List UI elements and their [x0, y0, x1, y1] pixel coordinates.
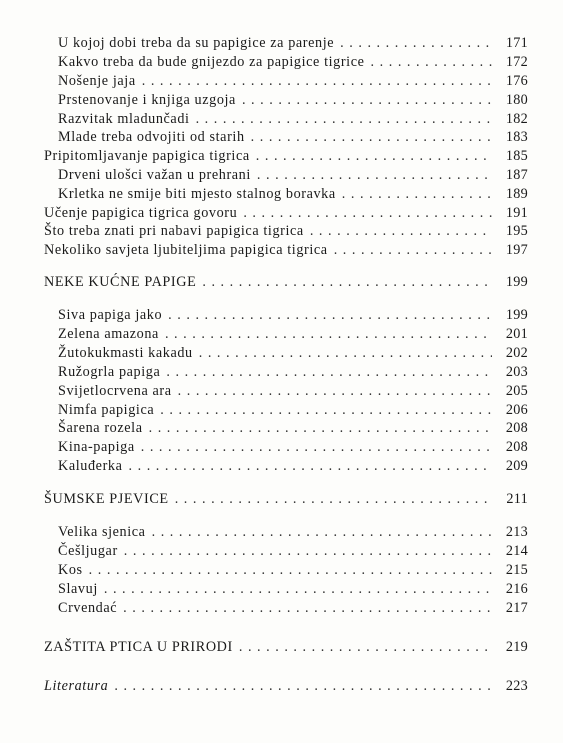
toc-entry[interactable]	[44, 490, 528, 508]
toc-entry[interactable]	[58, 185, 528, 203]
toc-entry-page: 217	[505, 600, 528, 616]
toc-entry-page: 219	[505, 639, 528, 655]
dot-leader	[371, 53, 492, 71]
toc-entry[interactable]	[58, 382, 528, 400]
toc-entry[interactable]	[44, 241, 528, 259]
dot-leader	[165, 325, 492, 343]
toc-entry[interactable]	[58, 363, 528, 381]
dot-leader	[152, 523, 492, 541]
toc-entry-page: 206	[505, 402, 528, 418]
toc-entry-title: Literatura	[44, 678, 109, 694]
toc-entry-page: 208	[505, 439, 528, 455]
dot-leader	[340, 34, 492, 52]
toc-entry-page: 185	[505, 148, 528, 164]
toc-entry-page: 171	[505, 35, 528, 51]
toc-entry-page: 199	[505, 274, 528, 290]
toc-entry[interactable]	[58, 419, 528, 437]
toc-entry[interactable]	[58, 53, 528, 71]
toc-entry-page: 223	[505, 678, 528, 694]
toc-entry-title: Što treba znati pri nabavi papigica tigrica	[44, 223, 304, 239]
dot-leader	[114, 677, 492, 695]
dot-leader	[142, 72, 492, 90]
dot-leader	[166, 363, 492, 381]
toc-entry[interactable]	[58, 34, 528, 52]
toc-entry-title: Kos	[58, 562, 83, 578]
toc-entry-title: Nekoliko savjeta ljubiteljima papigica tigrica	[44, 242, 328, 258]
toc-entry[interactable]	[44, 222, 528, 240]
toc-entry[interactable]	[44, 638, 528, 656]
toc-entry-page: 216	[505, 581, 528, 597]
toc-entry[interactable]	[58, 128, 528, 146]
dot-leader	[160, 401, 492, 419]
toc-entry-page: 183	[505, 129, 528, 145]
toc-entry[interactable]	[58, 438, 528, 456]
dot-leader	[196, 110, 492, 128]
toc-entry-title: Mlade treba odvojiti od starih	[58, 129, 245, 145]
toc-entry-title: Učenje papigica tigrica govoru	[44, 205, 238, 221]
toc-entry-title: Slavuj	[58, 581, 98, 597]
dot-leader	[256, 147, 492, 165]
toc-entry[interactable]	[58, 344, 528, 362]
toc-entry[interactable]	[58, 166, 528, 184]
toc-entry[interactable]	[58, 401, 528, 419]
toc-entry[interactable]	[58, 325, 528, 343]
toc-entry-page: 199	[505, 307, 528, 323]
toc-entry-title: Ružogrla papiga	[58, 364, 161, 380]
toc-entry-title: Kina-papiga	[58, 439, 135, 455]
toc-entry-title: Velika sjenica	[58, 524, 146, 540]
toc-entry-title: Drveni ulošci važan u prehrani	[58, 167, 251, 183]
toc-entry[interactable]	[58, 599, 528, 617]
toc-entry[interactable]	[44, 677, 528, 695]
toc-entry-title: Krletka ne smije biti mjesto stalnog boravka	[58, 186, 336, 202]
toc-entry-title: Svijetlocrvena ara	[58, 383, 172, 399]
toc-entry[interactable]	[58, 72, 528, 90]
toc-entry-title: Pripitomljavanje papigica tigrica	[44, 148, 250, 164]
toc-entry-page: 189	[505, 186, 528, 202]
toc-entry-title: ZAŠTITA PTICA U PRIRODI	[44, 639, 233, 655]
toc-entry-title: Zelena amazona	[58, 326, 159, 342]
dot-leader	[334, 241, 492, 259]
dot-leader	[141, 438, 492, 456]
toc-entry-title: Žutokukmasti kakadu	[58, 345, 193, 361]
dot-leader	[310, 222, 492, 240]
toc-entry-title: NEKE KUĆNE PAPIGE	[44, 274, 197, 290]
dot-leader	[178, 382, 492, 400]
toc-entry-title: Razvitak mladunčadi	[58, 111, 190, 127]
toc-entry-page: 180	[505, 92, 528, 108]
toc-entry-title: ŠUMSKE PJEVICE	[44, 491, 169, 507]
toc-entry[interactable]	[58, 523, 528, 541]
toc-entry[interactable]	[44, 147, 528, 165]
toc-entry[interactable]	[58, 561, 528, 579]
toc-entry-page: 195	[505, 223, 528, 239]
dot-leader	[149, 419, 492, 437]
toc-entry-page: 205	[505, 383, 528, 399]
toc-entry-page: 172	[505, 54, 528, 70]
toc-entry-page: 215	[505, 562, 528, 578]
toc-entry[interactable]	[58, 306, 528, 324]
toc-entry[interactable]	[58, 110, 528, 128]
toc-entry-title: Kakvo treba da bude gnijezdo za papigice tigrice	[58, 54, 365, 70]
dot-leader	[243, 204, 492, 222]
toc-entry[interactable]	[44, 273, 528, 291]
toc-entry-page: 213	[505, 524, 528, 540]
dot-leader	[199, 344, 492, 362]
toc-entry-title: Siva papiga jako	[58, 307, 163, 323]
dot-leader	[239, 638, 492, 656]
toc-entry-page: 211	[506, 491, 528, 507]
toc-entry-title: Šarena rozela	[58, 420, 143, 436]
toc-entry-title: Češljugar	[58, 543, 118, 559]
toc-entry-page: 208	[505, 420, 528, 436]
toc-entry-title: Prstenovanje i knjiga uzgoja	[58, 92, 236, 108]
dot-leader	[242, 91, 492, 109]
toc-entry-page: 176	[505, 73, 528, 89]
toc-entry-page: 202	[505, 345, 528, 361]
toc-entry[interactable]	[58, 457, 528, 475]
toc-entry-title: Nimfa papigica	[58, 402, 155, 418]
dot-leader	[251, 128, 492, 146]
toc-entry-page: 182	[505, 111, 528, 127]
toc-entry-page: 191	[505, 205, 528, 221]
dot-leader	[168, 306, 492, 324]
dot-leader	[175, 490, 492, 508]
dot-leader	[129, 457, 493, 475]
toc-entry-page: 214	[505, 543, 528, 559]
dot-leader	[257, 166, 492, 184]
dot-leader	[104, 580, 492, 598]
toc-entry[interactable]	[44, 204, 528, 222]
toc-entry-title: Nošenje jaja	[58, 73, 136, 89]
toc-entry-page: 187	[505, 167, 528, 183]
dot-leader	[342, 185, 492, 203]
toc-entry-title: Kaluđerka	[58, 458, 123, 474]
toc-entry-page: 209	[505, 458, 528, 474]
toc-entry-page: 201	[505, 326, 528, 342]
toc-entry-title: U kojoj dobi treba da su papigice za parenje	[58, 35, 335, 51]
toc-entry-page: 197	[505, 242, 528, 258]
toc-entry[interactable]	[58, 542, 528, 560]
dot-leader	[123, 599, 492, 617]
toc-entry-page: 203	[505, 364, 528, 380]
toc-entry-title: Crvendać	[58, 600, 118, 616]
dot-leader	[89, 561, 492, 579]
dot-leader	[124, 542, 492, 560]
toc-entry[interactable]	[58, 91, 528, 109]
toc-entry[interactable]	[58, 580, 528, 598]
dot-leader	[202, 273, 492, 291]
